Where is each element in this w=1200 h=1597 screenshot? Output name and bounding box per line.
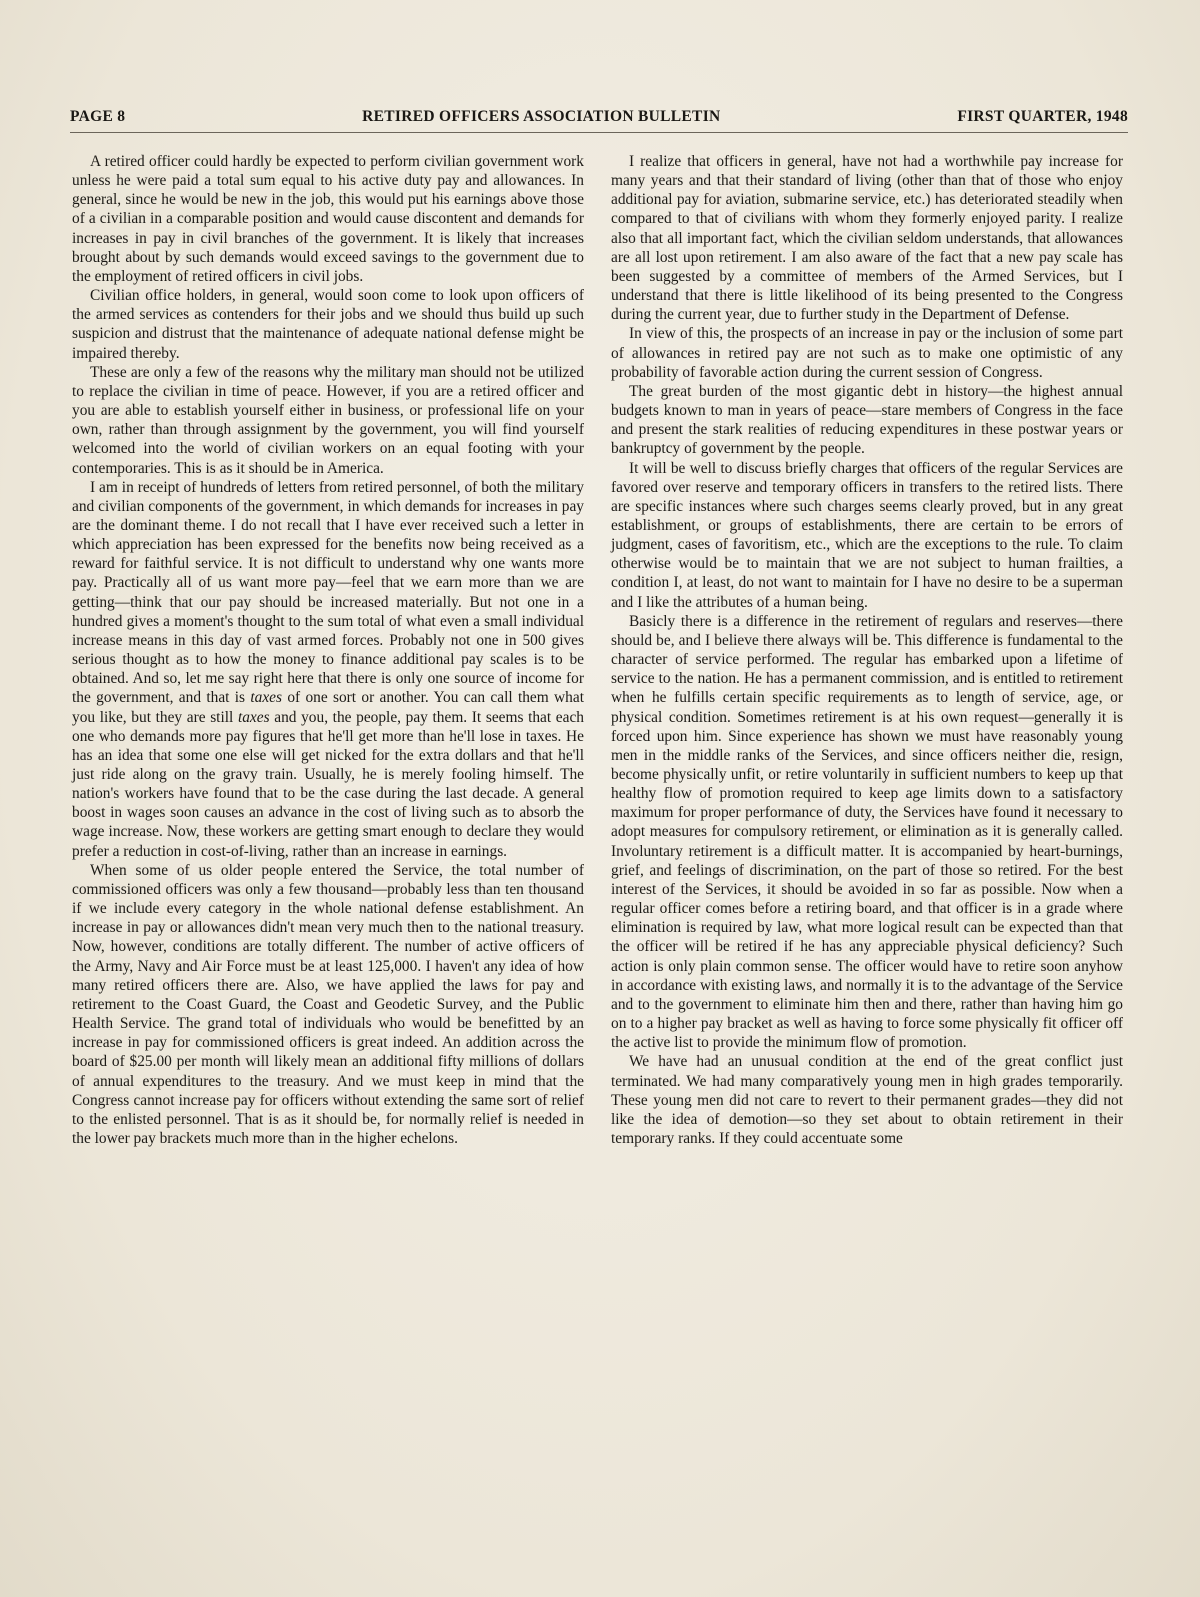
paragraph: The great burden of the most gigantic debt in history—the highest annual budgets known to man in years of peace—stare members of Congress in the face and present the stark realities of reducing expenditures in these postwar years or bankruptcy of government by the people. [611,382,1123,458]
paragraph: It will be well to discuss briefly charges that officers of the regular Services are favored over reserve and temporary officers in transfers to the retired lists. There are specific instances where such charges seems clearly proved, but in any great establishment, or groups of establishments, there are certain to be errors of judgment, cases of favoritism, etc., which are the exceptions to the rule. To claim otherwise would be to maintain that we are not subject to human frailties, a condition I, at least, do not want to maintain for I have no desire to be a superman and I like the attributes of a human being. [611,459,1123,611]
paragraph [72,478,584,861]
text-run: of one sort or another. You can call them what you like, but they are still [72,689,584,726]
left-column [72,152,584,1148]
paragraph: Civilian office holders, in general, would soon come to look upon officers of the armed services as contenders for their jobs and we should thus build up such suspicion and distrust that the maintenance of adequate national defense might be impaired thereby. [72,287,584,362]
issue-date: FIRST QUARTER, 1948 [957,108,1128,125]
paragraph: A retired officer could hardly be expected to perform civilian government work unless he were paid a total sum equal to his active duty pay and allowances. In general, since he would be new in the job, this would put his earnings above those of a civilian in a comparable position and would cause discontent and demands for increases in pay in civil branches of the government. It is likely that increases brought about by such demands would exceed savings to the government due to the employment of retired officers in civil jobs. [72,153,584,285]
right-column [611,152,1123,1148]
emphasis-taxes: taxes [237,708,270,726]
page-number: PAGE 8 [70,108,126,125]
paragraph: Basicly there is a difference in the retirement of regulars and reserves—there should be, and I believe there always will be. This difference is fundamental to the character of service performed. The regular has embarked upon a lifetime of service to the nation. He has a permanent commission, and is entitled to retirement when he fulfills certain specific requirements as to length of service, age, or physical condition. Sometimes retirement is at his own request—generally it is forced upon him. Since experience has shown we must have reasonably young men in the middle ranks of the Services, and since officers neither die, resign, become physically unfit, or retire voluntarily in sufficient numbers to keep up that healthy flow of promotion required to keep age limits down to a satisfactory maximum for proper performance of duty, the Services have found it necessary to adopt measures for compulsory retirement, or elimination as it is generally called. Involuntary retirement is a difficult matter. It is accompanied by heart-burnings, grief, and feelings of discrimination, on the part of those so retired. For the best interest of the Services, it should be avoided in so far as possible. Now when a regular officer comes before a retiring board, and that officer is in a grade where elimination is required by law, what more logical result can be expected than that the officer will be retired if he has any appreciable physical deficiency? Such action is only plain common sense. The officer would have to retire soon anyhow in accordance with existing laws, and normally it is to the advantage of the Service and to the government to eliminate him then and there, rather than having him go on to a higher pay bracket as well as having to force some physically fit officer off the active list to provide the minimum flow of promotion. [611,612,1123,1052]
paragraph: When some of us older people entered the Service, the total number of commissioned officers was only a few thousand—probably less than ten thousand if we include every category in the whole national defense establishment. An increase in pay or allowances didn't mean very much then to the national treasury. Now, however, conditions are totally different. The number of active officers of the Army, Navy and Air Force must be at least 125,000. I haven't any idea of how many retired officers there are. Also, we have applied the laws for pay and retirement to the Coast Guard, the Coast and Geodetic Survey, and the Public Health Service. The grand total of individuals who would be benefitted by an increase in pay for commissioned officers is great indeed. An addition across the board of $25.00 per month will likely mean an additional fifty millions of dollars of annual expenditures to the treasury. And we must keep in mind that the Congress cannot increase pay for officers without extending the same sort of relief to the enlisted personnel. That is as it should be, for normally relief is needed in the lower pay brackets much more than in the higher echelons. [72,861,584,1147]
paragraph: These are only a few of the reasons why the military man should not be utilized to replace the civilian in time of peace. However, if you are a retired officer and you are able to establish yourself either in business, or professional life on your own, rather than through assignment by the government, you will find yourself welcomed into the world of civilian workers on an equal footing with your contemporaries. This is as it should be in America. [72,363,584,477]
header-rule [70,132,1128,133]
paragraph: In view of this, the prospects of an increase in pay or the inclusion of some part of allowances in retired pay are not such as to make one optimistic of any probability of favorable action during the current session of Congress. [611,325,1123,381]
text-run: I am in receipt of hundreds of letters from retired personnel, of both the military and civilian components of the government, in which demands for increases in pay are the dominant theme. I do not recall that I have ever received such a letter in which appreciation has been expressed for the benefits now being received as a reward for faithful service. It is not difficult to understand why one wants more pay. Practically all of us want more pay—feel that we earn more than we are getting—think that our pay should be increased materially. But not one in a hundred gives a moment's thought to the sum total of what even a small individual increase means in this day of vast armed forces. Probably not one in 500 gives serious thought as to how the money to finance additional pay scales is to be obtained. And so, let me say right here that there is only one source of income for the government, and that is [72,478,584,707]
paragraph: We have had an unusual condition at the end of the great conflict just terminated. We had many comparatively young men in high grades temporarily. These young men did not care to revert to their permanent grades—they did not like the idea of demotion—so they set about to obtain retirement in their temporary ranks. If they could accentuate some [611,1053,1123,1147]
text-run: and you, the people, pay them. It seems that each one who demands more pay figures that he'll get more than he'll lose in taxes. He has an idea that some one else will get nicked for the extra dollars and that he'll just ride along on the gravy train. Usually, he is merely fooling himself. The nation's workers have found that to be the case during the last decade. A general boost in wages soon causes an advance in the cost of living such as to absorb the wage increase. Now, these workers are getting smart enough to declare they would prefer a reduction in cost-of-living, rather than an increase in earnings. [72,708,584,860]
emphasis-taxes: taxes [250,689,282,707]
publication-title: RETIRED OFFICERS ASSOCIATION BULLETIN [362,108,721,125]
paragraph: I realize that officers in general, have not had a worthwhile pay increase for many years and that their standard of living (other than that of those who enjoy additional pay for aviation, submarine service, etc.) has deteriorated steadily when compared to that of civilians with whom they formerly enjoyed parity. I realize also that all important fact, which the civilian seldom understands, that allowances are all lost upon retirement. I am also aware of the fact that a new pay scale has been suggested by a committee of members of the Armed Services, but I understand that there is little likelihood of its being presented to the Congress during the current year, due to further study in the Department of Defense. [611,153,1123,324]
running-head [70,108,1128,130]
